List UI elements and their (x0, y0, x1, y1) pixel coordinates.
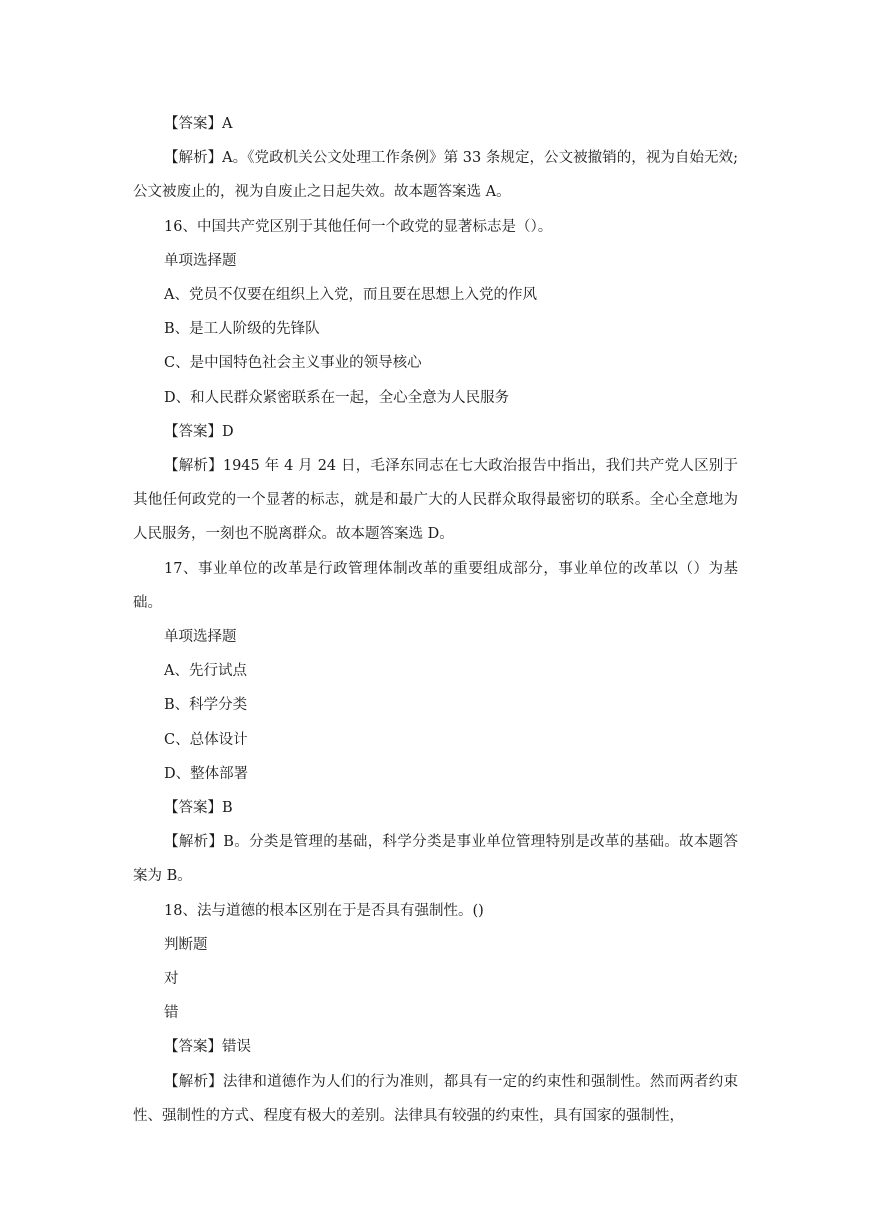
answer-15: 【答案】A (164, 116, 233, 132)
option-18-true: 对 (164, 971, 179, 988)
question-type-16: 单项选择题 (164, 252, 237, 269)
option-16-a: A、党员不仅要在组织上入党，而且要在思想上入党的作风 (164, 287, 537, 304)
analysis-15: 【解析】A。《党政机关公文处理工作条例》第 33 条规定，公文被撤销的，视为自始无效;公文被废止的，视为自废止之日起失效。故本题答案选 A。 (133, 150, 738, 201)
question-type-18: 判断题 (164, 936, 208, 953)
document-body (133, 107, 738, 1133)
question-16: 16、中国共产党区别于其他任何一个政党的显著标志是（）。 (164, 218, 553, 235)
option-17-b: B、科学分类 (164, 697, 248, 714)
answer-17: 【答案】B (164, 800, 233, 817)
analysis-18: 【解析】法律和道德作为人们的行为准则，都具有一定的约束性和强制性。然而两者约束性、强制性的方式、程度有极大的差别。法律具有较强的约束性，具有国家的强制性， (133, 1073, 738, 1124)
option-16-d: D、和人民群众紧密联系在一起，全心全意为人民服务 (164, 389, 510, 406)
answer-18: 【答案】错误 (164, 1039, 251, 1056)
option-16-c: C、是中国特色社会主义事业的领导核心 (164, 355, 422, 372)
option-17-a: A、先行试点 (164, 663, 247, 680)
answer-16: 【答案】D (164, 423, 234, 440)
question-17: 17、事业单位的改革是行政管理体制改革的重要组成部分，事业单位的改革以（）为基础。 (133, 560, 738, 611)
option-17-c: C、总体设计 (164, 731, 248, 748)
option-17-d: D、整体部署 (164, 765, 249, 782)
question-18: 18、法与道德的根本区别在于是否具有强制性。() (164, 902, 484, 919)
option-16-b: B、是工人阶级的先锋队 (164, 321, 320, 338)
analysis-16: 【解析】1945 年 4 月 24 日，毛泽东同志在七大政治报告中指出，我们共产党人区别于其他任何政党的一个显著的标志，就是和最广大的人民群众取得最密切的联系。全心全意地为人民服务，一刻也不脱离群众。故本题答案选 D。 (133, 458, 738, 543)
question-type-17: 单项选择题 (164, 629, 237, 646)
analysis-17: 【解析】B。分类是管理的基础，科学分类是事业单位管理特别是改革的基础。故本题答案为 B。 (133, 834, 738, 885)
option-18-false: 错 (164, 1005, 179, 1022)
